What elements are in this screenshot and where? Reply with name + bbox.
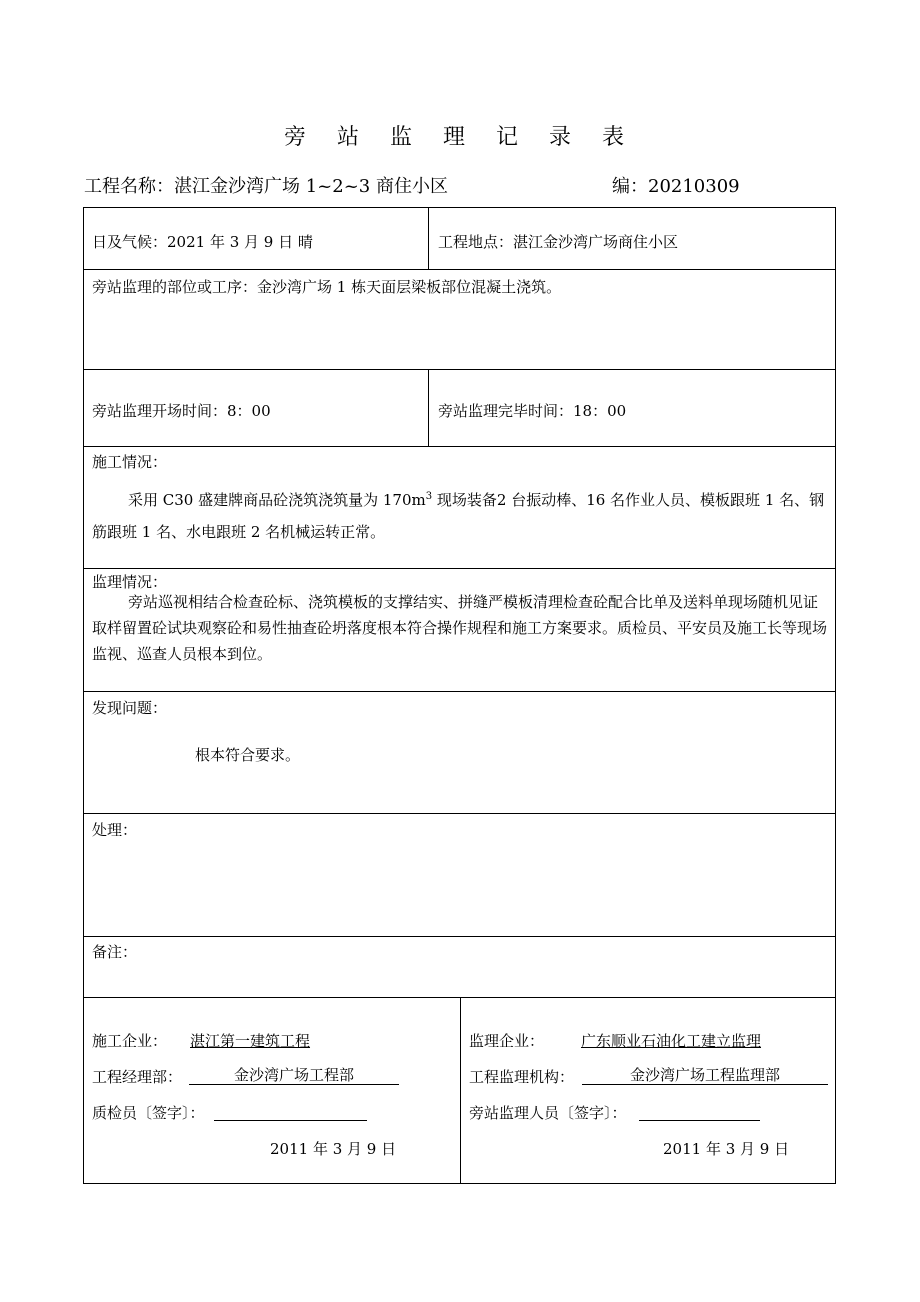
start-time: 旁站监理开场时间：8：00: [92, 402, 271, 420]
supervisor-signature: [461, 998, 835, 1183]
contractor-company: 湛江第一建筑工程: [190, 1032, 311, 1050]
remarks-label: 备注：: [92, 943, 138, 961]
contractor-dept: 金沙湾广场工程部: [189, 1066, 399, 1085]
row-signatures: [84, 998, 835, 1183]
contractor-signature: [84, 998, 461, 1183]
row-handling: [84, 814, 835, 937]
location-cell: [429, 208, 835, 269]
row-date-location: [84, 208, 835, 270]
end-time: 旁站监理完毕时间：18：00: [438, 402, 627, 420]
construction-label: 施工情况：: [92, 453, 168, 471]
contractor-dept-label: 工程经理部：: [92, 1068, 183, 1086]
contractor-company-label: 施工企业：: [92, 1032, 168, 1050]
contractor-date: 2011 年 3 月 9 日: [270, 1140, 397, 1158]
project-name: 工程名称：湛江金沙湾广场 1~2~3 商住小区: [84, 176, 448, 197]
supervisor-dept-label: 工程监理机构：: [469, 1068, 575, 1086]
start-time-cell: [84, 370, 429, 446]
row-supervision: [84, 569, 835, 692]
problems-label: 发现问题：: [92, 699, 168, 717]
supervisor-company: 广东顺业石油化工建立监理: [581, 1032, 762, 1050]
record-form: [83, 207, 836, 1184]
supervisor-inspector-label: 旁站监理人员〔签字〕：: [469, 1104, 627, 1122]
contractor-inspector-label: 质检员〔签字〕：: [92, 1104, 205, 1122]
supervision-label: 监理情况：: [92, 573, 168, 591]
date-weather-cell: [84, 208, 429, 269]
supervisor-date: 2011 年 3 月 9 日: [663, 1140, 790, 1158]
supervisor-dept: 金沙湾广场工程监理部: [582, 1066, 828, 1085]
supervisor-company-label: 监理企业：: [469, 1032, 545, 1050]
construction-text: 采用 C30 盛建牌商品砼浇筑浇筑量为 $170m^3$ 现场装备2 台振动棒、16 名作业人员、模板跟班 1 名、钢筋跟班 1 名、水电跟班 2 名机械运转正常。: [92, 491, 825, 541]
row-remarks: [84, 937, 835, 998]
supervision-text: 旁站巡视相结合检查砼标、浇筑模板的支撑结实、拼缝严模板清理检查砼配合比单及送料单现场随机见证取样留置砼试块观察砼和易性抽查砼坍落度根本符合操作规程和施工方案要求。质检员、平安员及施工长等现场监视、巡查人员根本到位。: [92, 593, 828, 663]
page-title: 旁 站 监 理 记 录 表: [284, 125, 636, 150]
date-weather: 日及气候：2021 年 3 月 9 日 晴: [92, 233, 313, 251]
handling-label: 处理：: [92, 821, 138, 839]
row-problems: [84, 692, 835, 814]
contractor-signature-line: [214, 1102, 367, 1121]
serial-number: 编：20210309: [612, 176, 740, 197]
end-time-cell: [429, 370, 835, 446]
problems-text: 根本符合要求。: [195, 746, 301, 764]
row-construction: [84, 447, 835, 569]
row-part-process: [84, 270, 835, 370]
part-process: 旁站监理的部位或工序：金沙湾广场 1 栋天面层梁板部位混凝土浇筑。: [92, 278, 562, 296]
supervisor-signature-line: [639, 1102, 760, 1121]
project-location: 工程地点：湛江金沙湾广场商住小区: [438, 233, 679, 251]
row-times: [84, 370, 835, 447]
